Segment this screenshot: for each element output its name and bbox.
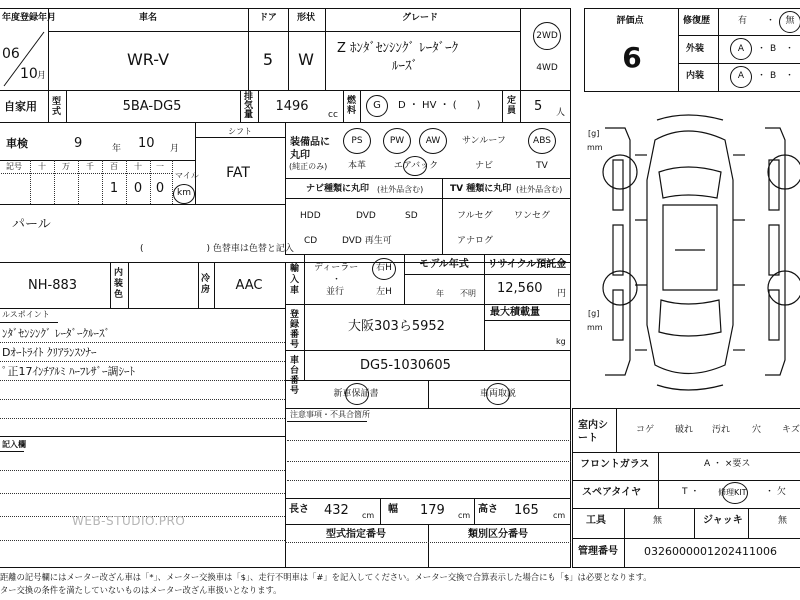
height-label: 高さ xyxy=(478,504,498,515)
seat-stain: 汚れ xyxy=(712,425,731,435)
management-label: 管理番号 xyxy=(578,546,618,557)
month-unit: 月 xyxy=(37,71,47,81)
seat-hole: 穴 xyxy=(752,425,762,435)
steer-left: 左H xyxy=(376,287,392,297)
import-dealer: ディーラー xyxy=(314,263,359,273)
recycle-amount: 12,560 xyxy=(497,281,543,296)
width: 179 xyxy=(420,503,445,518)
rating-label: 評価点 xyxy=(616,16,644,26)
km-label: km xyxy=(177,188,191,198)
import-dot: ・ xyxy=(332,275,342,285)
vehicle-manual: 車両取説 xyxy=(479,389,517,399)
model: 5BA-DG5 xyxy=(122,99,182,114)
steer-right: 右H xyxy=(376,263,392,273)
length-label: 長さ xyxy=(289,504,309,515)
exterior-grade-a: A xyxy=(737,44,745,54)
odo-label: 万 xyxy=(62,162,70,171)
recycle-label: リサイクル預託金 xyxy=(487,259,567,270)
repair-yes: 有 xyxy=(738,16,748,26)
navi-type-sub: (社外品含む) xyxy=(377,185,424,194)
footer-line1: 距離の記号欄にはメーター改ざん車は「*」、メーター交換車は「$」、走行不明車は「#」を記入してください。メーター交換で合算表示した場合にも「$」は必要となります。 xyxy=(0,572,652,582)
tv-type-sub: (社外品含む) xyxy=(516,185,563,194)
sunroof: サンルーフ xyxy=(462,136,506,146)
windshield-label: フロントガラス xyxy=(580,459,650,470)
repair-no: 無 xyxy=(785,16,795,26)
interior-color-label: 内装色 xyxy=(114,268,124,300)
interior-grade-a: A xyxy=(737,71,745,81)
tools-label: 工具 xyxy=(586,515,606,526)
color-code: NH-883 xyxy=(28,278,78,293)
color-name: パール xyxy=(12,217,51,232)
tv: TV xyxy=(536,161,548,171)
car-name-label: 車名 xyxy=(138,13,158,23)
airbag: エアバック xyxy=(393,161,439,171)
ps-label: PS xyxy=(351,136,363,146)
navi-sd: SD xyxy=(405,211,418,221)
navi-cd: CD xyxy=(304,236,318,246)
selling-point-line: Dｵｰﾄﾗｲﾄ ｸﾘｱﾗﾝｽｿﾅｰ xyxy=(2,346,97,359)
jack-label: ジャッキ xyxy=(703,515,743,526)
watermark: WEB-STUDIO.PRO xyxy=(72,514,186,528)
aw-label: AW xyxy=(425,136,441,146)
doors-label: ドア xyxy=(259,13,277,23)
diagram-mm-top: mm xyxy=(587,143,603,152)
tv-oneseg: ワンセグ xyxy=(514,211,551,221)
grade-line2: ﾙｰｽﾞ xyxy=(392,59,418,74)
shift-label: シフト xyxy=(228,127,252,136)
chassis-number: DG5-1030605 xyxy=(360,358,451,373)
spare-t: T ・ xyxy=(682,487,700,497)
inspection-month: 10 xyxy=(138,136,155,151)
inspection-label: 車検 xyxy=(6,137,28,150)
tools-value: 無 xyxy=(653,516,663,526)
selling-point-line: ﾟ正17ｲﾝﾁｱﾙﾐ ﾊｰﾌﾚｻﾞｰ調ｼｰﾄ xyxy=(2,365,135,378)
odo-label: 千 xyxy=(86,162,94,171)
grade-label: グレード xyxy=(401,13,439,23)
import-parallel: 並行 xyxy=(326,287,345,297)
repair-sep: ・ xyxy=(766,16,776,26)
navi-hdd: HDD xyxy=(300,211,321,221)
diagram-mm-bottom: mm xyxy=(587,323,603,332)
height-unit: cm xyxy=(553,511,566,520)
exterior-grade-b: B xyxy=(770,44,777,54)
model-label: 型式 xyxy=(52,97,62,117)
doors: 5 xyxy=(262,50,274,69)
seat-tear: 破れ xyxy=(675,425,694,435)
interior-grade-b: B xyxy=(770,71,777,81)
odo-digit: 1 xyxy=(109,181,119,196)
tv-analog: アナログ xyxy=(457,236,494,246)
equipment-label: 装備品に丸印 xyxy=(290,137,330,161)
diagram-bracket-top: [g] xyxy=(588,129,600,138)
new-car-warranty: 新車保証書 xyxy=(333,389,379,399)
exterior-sep: ・ xyxy=(757,44,767,54)
inspection-year-unit: 年 xyxy=(112,144,122,154)
fuel-options: D ・ HV ・ ( ) xyxy=(398,100,481,111)
interior-seat-label: 室内シート xyxy=(578,420,608,444)
tv-type-label: TV 種類に丸印 xyxy=(450,184,512,194)
chassis-label: 車台番号 xyxy=(290,356,300,396)
length-unit: cm xyxy=(362,511,375,520)
model-year-unknown: 不明 xyxy=(460,289,476,298)
cc-unit: cc xyxy=(328,110,338,120)
car-name: WR-V xyxy=(126,50,170,69)
exterior-label: 外装 xyxy=(686,44,705,54)
max-load-unit: kg xyxy=(556,337,566,346)
selling-points-label: ルスポイント xyxy=(2,310,50,319)
seat-scratch: キズ xyxy=(782,425,800,435)
grade-line1: Z ﾎﾝﾀﾞｾﾝｼﾝｸﾞ ﾚｰﾀﾞｰｸ xyxy=(337,41,459,56)
reg-month: 10 xyxy=(20,66,38,82)
notes-label: 注意事項・不具合箇所 xyxy=(290,410,370,419)
odo-label-code: 記号 xyxy=(6,162,22,171)
diagram-bracket-bottom: [g] xyxy=(588,309,600,318)
navi-dvd-play: DVD 再生可 xyxy=(342,236,392,246)
height: 165 xyxy=(514,503,539,518)
drive-4wd: 4WD xyxy=(536,63,558,73)
displacement: 1496 xyxy=(275,99,309,114)
odo-label: 十 xyxy=(38,162,46,171)
shape-label: 形状 xyxy=(296,13,316,23)
length: 432 xyxy=(324,503,349,518)
import-label: 輸入車 xyxy=(290,264,300,296)
interior-sep: ・ xyxy=(785,71,795,81)
odo-label: 十 xyxy=(134,162,142,171)
selling-point-line: ﾝﾀﾞｾﾝｼﾝｸﾞ ﾚｰﾀﾞｰｸﾙｰｽﾞ xyxy=(2,327,110,340)
pw-label: PW xyxy=(389,136,405,146)
navi-dvd: DVD xyxy=(356,211,376,221)
spare-rest: ・ 欠 xyxy=(765,487,786,497)
type-number-label: 型式指定番号 xyxy=(326,529,386,540)
footer-line2: ター交換の条件を満たしていないものはメーター改ざん車扱いとなります。 xyxy=(0,585,282,595)
recycle-unit: 円 xyxy=(557,289,567,299)
odo-label: 百 xyxy=(110,162,118,171)
leather: 本革 xyxy=(347,161,367,171)
ac-value: AAC xyxy=(235,278,263,293)
registration-number: 大阪303ら5952 xyxy=(348,319,445,334)
model-year-label: モデル年式 xyxy=(419,259,469,270)
odo-label: 一 xyxy=(156,162,164,171)
equipment-sub: (純正のみ) xyxy=(289,162,328,171)
rating-score: 6 xyxy=(622,41,642,74)
interior-label: 内装 xyxy=(686,71,705,81)
width-label: 幅 xyxy=(388,504,398,515)
spare-kit: 修理KIT xyxy=(718,488,747,497)
windshield-value: A ・ ×要ス xyxy=(704,459,751,469)
registration-label: 登録番号 xyxy=(290,310,300,350)
fuel-label: 燃料 xyxy=(347,96,357,116)
capacity-unit: 人 xyxy=(556,108,566,118)
spare-tire-label: スペアタイヤ xyxy=(582,487,642,498)
reg-year-label: 年度登録年月 xyxy=(2,13,57,23)
capacity: 5 xyxy=(534,99,543,114)
manual-circle xyxy=(486,383,510,405)
navi-type-label: ナビ種類に丸印 xyxy=(306,184,370,194)
model-year-unit: 年 xyxy=(436,289,444,298)
reg-year: 06 xyxy=(2,46,20,62)
max-load-label: 最大積載量 xyxy=(490,307,540,318)
repair-label: 修復歴 xyxy=(683,16,711,26)
inspection-month-unit: 月 xyxy=(170,144,180,154)
date-divider-line xyxy=(0,30,48,88)
management-number: 0326000001202411006 xyxy=(644,545,777,558)
jack-value: 無 xyxy=(778,516,788,526)
ac-label: 冷房 xyxy=(201,274,211,295)
abs-label: ABS xyxy=(533,136,551,146)
odo-digit: 0 xyxy=(155,181,165,196)
car-diagram xyxy=(575,110,800,395)
drive-2wd: 2WD xyxy=(536,31,558,41)
mile-label: マイル xyxy=(175,171,199,180)
notes-entry-label: 記入欄 xyxy=(2,440,26,449)
color-note: ( ) 色替車は色替と記入 xyxy=(140,244,294,254)
shift: FAT xyxy=(226,165,250,181)
fuel-g: G xyxy=(373,100,381,111)
tv-fullseg: フルセグ xyxy=(457,211,493,221)
displacement-label: 排気量 xyxy=(244,92,254,120)
category-number-label: 類別区分番号 xyxy=(468,529,528,540)
capacity-label: 定員 xyxy=(507,96,517,116)
odo-digit: 0 xyxy=(133,181,143,196)
inspection-year: 9 xyxy=(74,136,83,151)
shape: W xyxy=(298,50,314,69)
width-unit: cm xyxy=(458,511,471,520)
exterior-sep: ・ xyxy=(785,44,795,54)
seat-burn: コゲ xyxy=(636,425,655,435)
usage: 自家用 xyxy=(4,100,37,113)
interior-sep: ・ xyxy=(757,71,767,81)
navi: ナビ xyxy=(474,161,494,171)
warranty-circle xyxy=(345,383,369,405)
airbag-circle xyxy=(403,156,427,176)
